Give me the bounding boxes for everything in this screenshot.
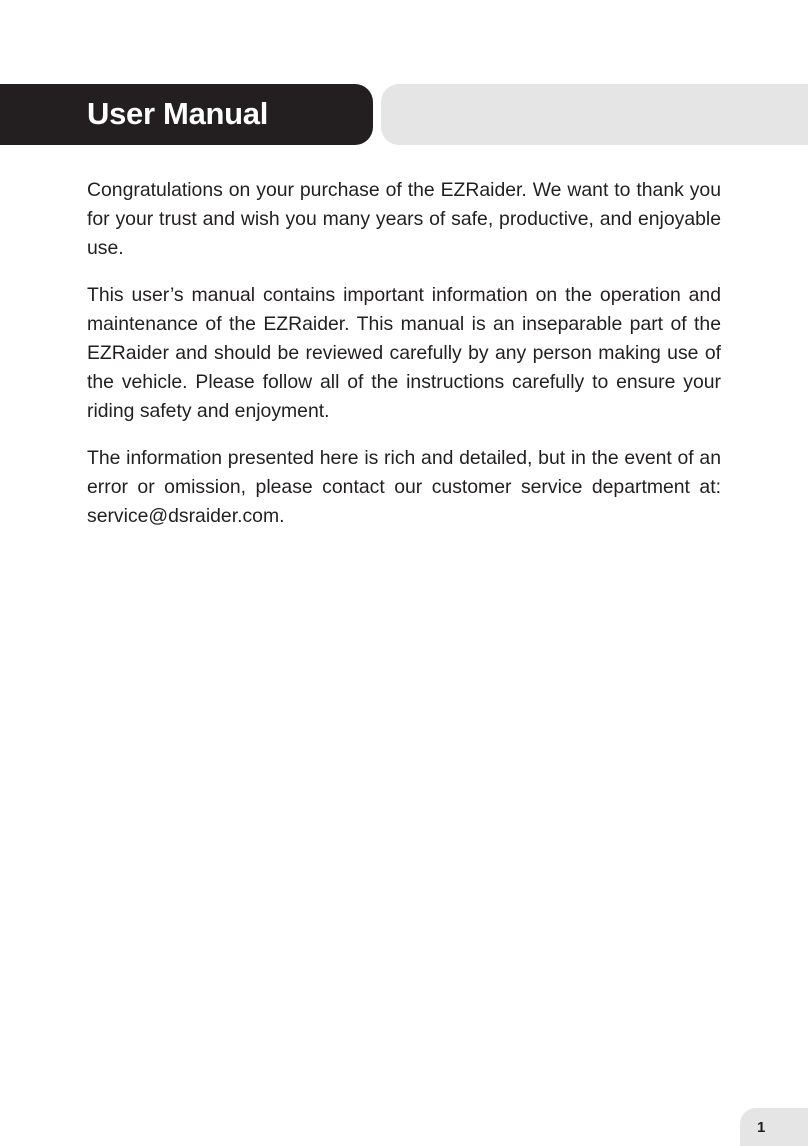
page-title: User Manual (87, 96, 269, 131)
manual-info-paragraph: This user’s manual contains important information on the operation and maintenance of the EZRaider. This manual is an inseparable part of the EZRaider and should be reviewed carefully by any person making use of the vehicle. Please follow all of the instructions carefully to ensure your riding safety and enjoyment. (87, 284, 721, 422)
header-decor-bar (381, 84, 808, 145)
page-number-tab (740, 1108, 808, 1146)
page-number: 1 (757, 1119, 766, 1136)
header-title-bar (0, 84, 373, 145)
contact-paragraph: The information presented here is rich and detailed, but in the event of an error or omission, please contact our customer service department at: service@dsraider.com. (87, 447, 721, 527)
intro-paragraph: Congratulations on your purchase of the EZRaider. We want to thank you for your trust and wish you many years of safe, productive, and enjoyable use. (87, 179, 721, 259)
manual-body (87, 176, 721, 549)
